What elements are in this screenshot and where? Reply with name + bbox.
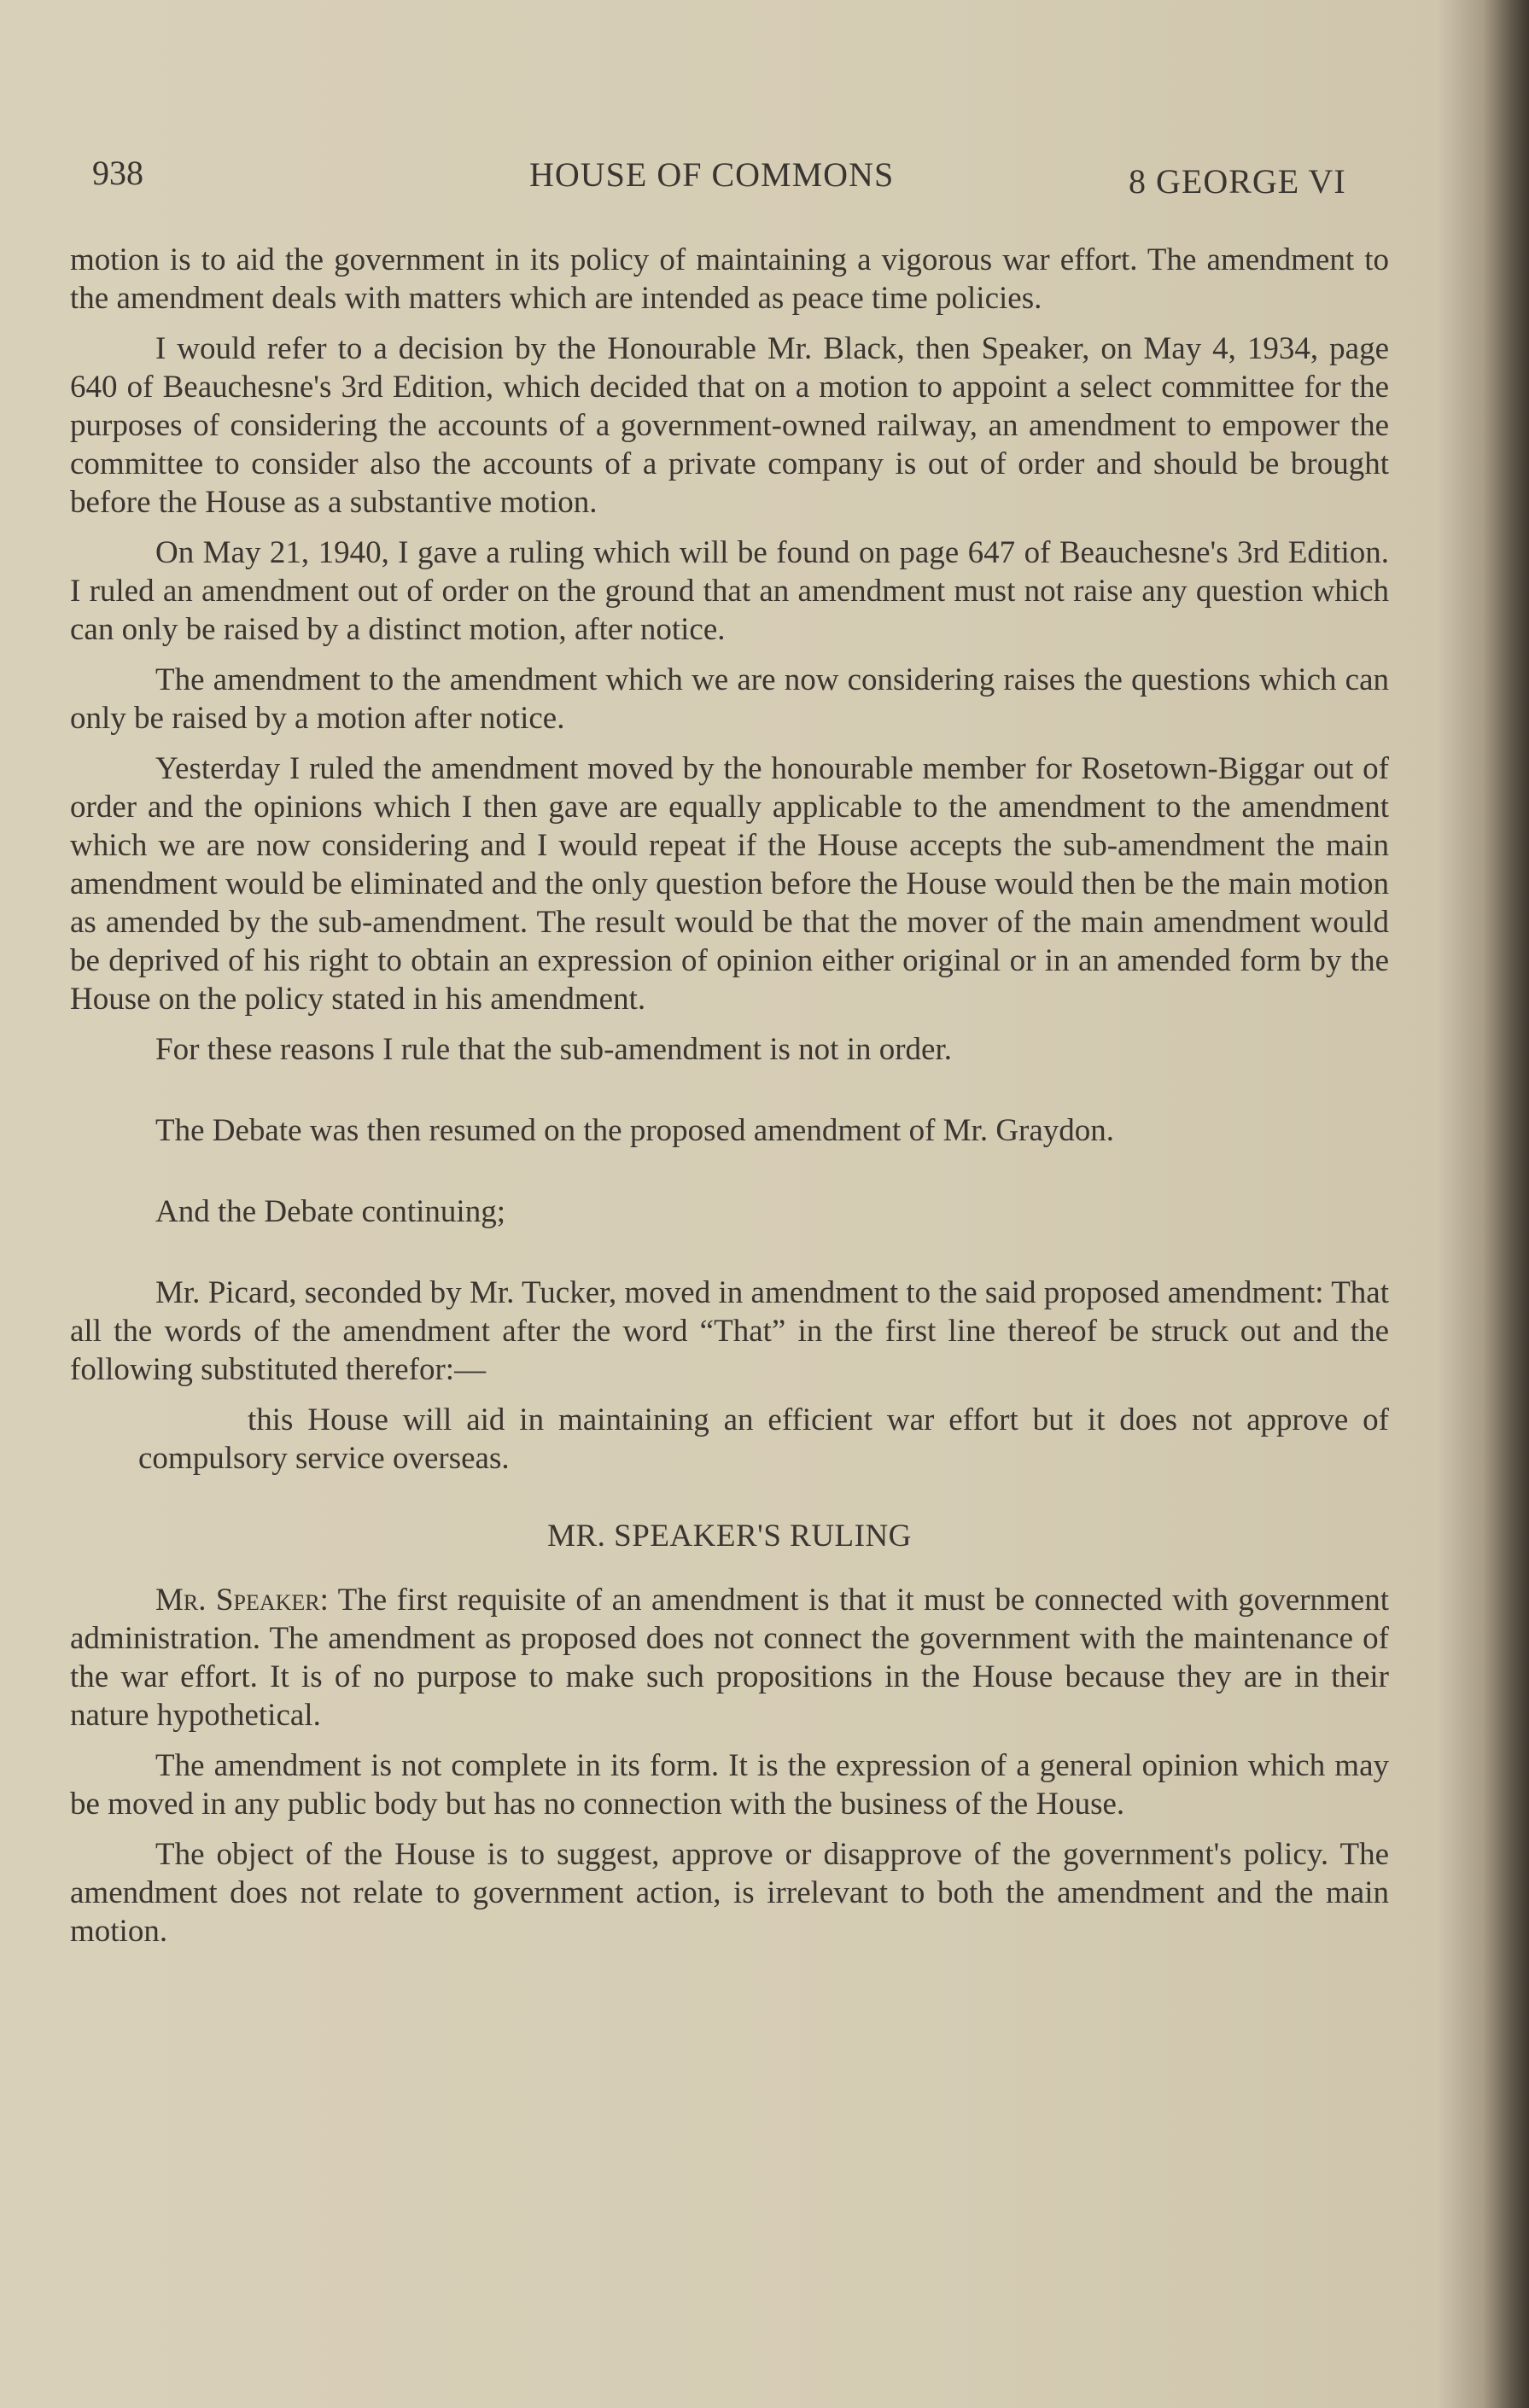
block-quote: this House will aid in maintaining an efficient war effort but it does not approve of compulsory service overseas. bbox=[138, 1402, 1389, 1476]
running-title: HOUSE OF COMMONS bbox=[529, 155, 895, 194]
session-label: 8 GEORGE VI bbox=[1129, 162, 1346, 201]
paragraph: The amendment is not complete in its form. It is the expression of a general opinion which may be moved in any public body but has no connection with the business of the House. bbox=[70, 1748, 1389, 1822]
paragraph bbox=[70, 1581, 1389, 1735]
paragraph: The amendment to the amendment which we are now considering raises the questions which can only be raised by a motion after notice. bbox=[70, 662, 1389, 736]
paragraph: And the Debate continuing; bbox=[155, 1194, 505, 1229]
speaker-label: Mr. Speaker: bbox=[155, 1583, 329, 1618]
section-heading: MR. SPEAKER'S RULING bbox=[547, 1519, 912, 1554]
page-header bbox=[0, 149, 1529, 201]
paragraph: I would refer to a decision by the Honourable Mr. Black, then Speaker, on May 4, 1934, page 640 of Beauchesne's 3rd Edition, which decided that on a motion to appoint a select committee for the purposes of considering the accounts of a government-owned railway, an amendment to empower the committee to consider also the accounts of a private company is out of order and should be brought before the House as a substantive motion. bbox=[70, 331, 1389, 520]
paragraph: Mr. Picard, seconded by Mr. Tucker, moved in amendment to the said proposed amendment: That all the words of the amendment after the word “That” in the first line thereof be struck out and the following substituted therefor:— bbox=[70, 1275, 1389, 1387]
paragraph: On May 21, 1940, I gave a ruling which will be found on page 647 of Beauchesne's 3rd Edition. I ruled an amendment out of order on the ground that an amendment must not raise any question which can only be raised by a distinct motion, after notice. bbox=[70, 535, 1389, 647]
paragraph: Yesterday I ruled the amendment moved by the honourable member for Rosetown-Biggar out of order and the opinions which I then gave are equally applicable to the amendment to the amendment which we are now considering and I would repeat if the House accepts the sub-amendment the main amendment would be eliminated and the only question before the House would then be the main motion as amended by the sub-amendment. The result would be that the mover of the main amendment would be deprived of his right to obtain an expression of opinion either original or in an amended form by the House on the policy stated in his amendment. bbox=[70, 751, 1389, 1017]
paragraph: motion is to aid the government in its policy of maintaining a vigorous war effort. The amendment to the amendment deals with matters which are intended as peace time policies. bbox=[70, 242, 1389, 316]
paragraph: For these reasons I rule that the sub-amendment is not in order. bbox=[155, 1032, 953, 1067]
paragraph: The object of the House is to suggest, approve or disapprove of the government's policy. The amendment does not relate to government action, is irrelevant to both the amendment and the main motion. bbox=[70, 1837, 1389, 1949]
body-text bbox=[70, 241, 1389, 1962]
paragraph: The Debate was then resumed on the proposed amendment of Mr. Graydon. bbox=[155, 1113, 1115, 1148]
paragraph-text: The first requisite of an amendment is that it must be connected with government administration. The amendment as proposed does not connect the government with the maintenance of the war effort. It is of no purpose to make such propositions in the House because they are in their nature hypothetical. bbox=[70, 1583, 1389, 1733]
page-number: 938 bbox=[92, 154, 143, 192]
